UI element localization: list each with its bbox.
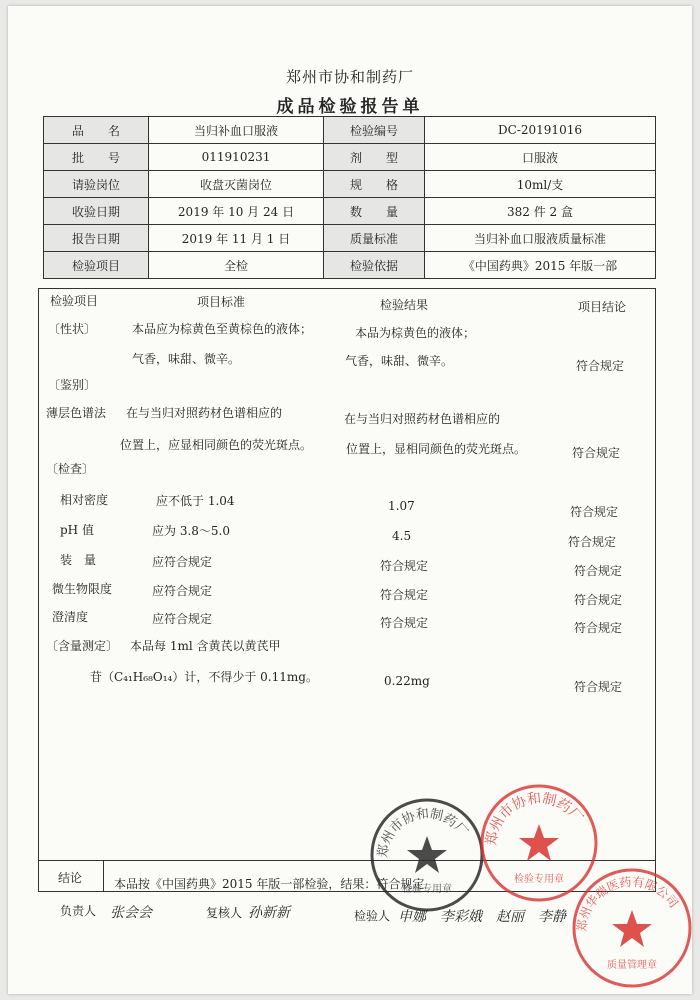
header-label: 剂 型 (324, 144, 425, 171)
header-value: 当归补血口服液 (149, 117, 324, 144)
assay-conclusion: 符合规定 (574, 680, 623, 694)
inspection-item: 澄清度 (52, 610, 89, 624)
header-value: 382 件 2 盒 (425, 198, 656, 225)
header-row (44, 252, 656, 279)
header-value: 全检 (149, 252, 324, 279)
seal-text: 郑州华瑞医药有限公司 (574, 874, 681, 933)
header-table (43, 116, 656, 279)
header-row (44, 117, 656, 144)
inspection-result: 1.07 (388, 499, 415, 513)
header-label: 质量标准 (324, 225, 425, 252)
header-value: 2019 年 11 月 1 日 (149, 225, 324, 252)
header-value: 收盘灭菌岗位 (149, 171, 324, 198)
header-value: 口服液 (425, 144, 656, 171)
header-value: 2019 年 10 月 24 日 (149, 198, 324, 225)
reviewer-signature: 孙新新 (248, 905, 290, 921)
black-seal-stamp (368, 796, 486, 914)
conclusion-text: 本品按《中国药典》2015 年版一部检验，结果：符合规定 (114, 877, 425, 891)
company-seal-stamp (570, 866, 694, 990)
header-label: 品 名 (44, 117, 149, 144)
assay-result: 0.22mg (384, 674, 430, 688)
assay-standard-line1: 本品每 1ml 含黄芪以黄芪甲 (130, 639, 281, 653)
inspection-conclusion: 符合规定 (574, 621, 623, 635)
inspection-result: 4.5 (392, 529, 412, 543)
document-title: 成品检验报告单 (276, 97, 424, 117)
red-seal-stamp (478, 782, 600, 904)
inspection-conclusion: 符合规定 (574, 593, 623, 607)
identification-result-line2: 位置上，显相同颜色的荧光斑点。 (346, 442, 527, 456)
inspection-item: 微生物限度 (52, 582, 113, 596)
seal-subtext: 检验专用章 (514, 874, 564, 885)
inspection-result: 符合规定 (380, 588, 429, 602)
header-value: 当归补血口服液质量标准 (425, 225, 656, 252)
col-item-header: 检验项目 (50, 294, 99, 308)
inspection-standard: 应符合规定 (152, 555, 213, 569)
inspector-label: 检验人 (354, 909, 391, 923)
identification-conclusion: 符合规定 (572, 446, 621, 460)
traits-conclusion: 符合规定 (576, 359, 625, 373)
reviewer-label: 复核人 (206, 906, 243, 920)
inspection-standard: 应为 3.8～5.0 (152, 524, 230, 538)
section-identification: 〔鉴别〕 (48, 378, 97, 392)
responsible-signature: 张会会 (110, 905, 152, 921)
seal-subtext: 质量管理章 (607, 960, 657, 971)
inspection-standard: 应符合规定 (152, 612, 213, 626)
header-label: 报告日期 (44, 225, 149, 252)
header-label: 收验日期 (44, 198, 149, 225)
identification-standard-line2: 位置上，应显相同颜色的荧光斑点。 (120, 438, 313, 452)
header-value: 011910231 (149, 144, 324, 171)
inspection-conclusion: 符合规定 (568, 535, 617, 549)
header-value: DC-20191016 (425, 117, 656, 144)
inspection-conclusion: 符合规定 (574, 564, 623, 578)
header-label: 规 格 (324, 171, 425, 198)
header-row (44, 198, 656, 225)
header-value: 《中国药典》2015 年版一部 (425, 252, 656, 279)
section-traits: 〔性状〕 (48, 322, 97, 336)
inspection-conclusion: 符合规定 (570, 505, 619, 519)
header-label: 请验岗位 (44, 171, 149, 198)
col-standard-header: 项目标准 (197, 295, 246, 309)
inspector-signatures: 申娜 李彩娥 赵丽 李静 (398, 909, 566, 925)
traits-standard-line1: 本品应为棕黄色至黄棕色的液体； (132, 322, 313, 336)
inspection-standard: 应符合规定 (152, 584, 213, 598)
header-value: 10ml/支 (425, 171, 656, 198)
assay-standard-line2: 苷（C₄₁H₆₈O₁₄）计，不得少于 0.11mg。 (90, 670, 318, 684)
company-name: 郑州市协和制药厂 (285, 68, 414, 86)
conclusion-label: 结论 (58, 871, 83, 885)
header-row (44, 225, 656, 252)
responsible-label: 负责人 (60, 904, 97, 918)
seal-text: 郑州市协和制药厂 (483, 790, 586, 847)
inspection-item: 相对密度 (60, 493, 109, 507)
inspection-standard: 应不低于 1.04 (156, 494, 235, 508)
inspection-result: 符合规定 (380, 616, 429, 630)
header-label: 批 号 (44, 144, 149, 171)
header-row (44, 144, 656, 171)
inspection-item: pH 值 (60, 523, 94, 537)
traits-result-line1: 本品为棕黄色的液体； (355, 326, 476, 340)
header-label: 检验编号 (324, 117, 425, 144)
traits-result-line2: 气香，味甜、微辛。 (345, 354, 454, 368)
header-label: 检验依据 (324, 252, 425, 279)
identification-item: 薄层色谱法 (46, 406, 107, 420)
inspection-item: 装 量 (60, 553, 97, 567)
seal-subtext: 检验专用章 (402, 884, 452, 895)
header-row (44, 171, 656, 198)
section-inspection: 〔检查〕 (46, 462, 95, 476)
col-result-header: 检验结果 (380, 298, 429, 312)
identification-standard-line1: 在与当归对照药材色谱相应的 (126, 406, 283, 420)
header-label: 检验项目 (44, 252, 149, 279)
inspection-result: 符合规定 (380, 559, 429, 573)
identification-result-line1: 在与当归对照药材色谱相应的 (344, 412, 501, 426)
header-label: 数 量 (324, 198, 425, 225)
seal-text: 郑州市协和制药厂 (375, 806, 471, 859)
traits-standard-line2: 气香，味甜、微辛。 (132, 352, 241, 366)
col-conclusion-header: 项目结论 (578, 300, 627, 314)
conclusion-column-divider (103, 860, 104, 892)
section-assay: 〔含量测定〕 (46, 639, 119, 653)
